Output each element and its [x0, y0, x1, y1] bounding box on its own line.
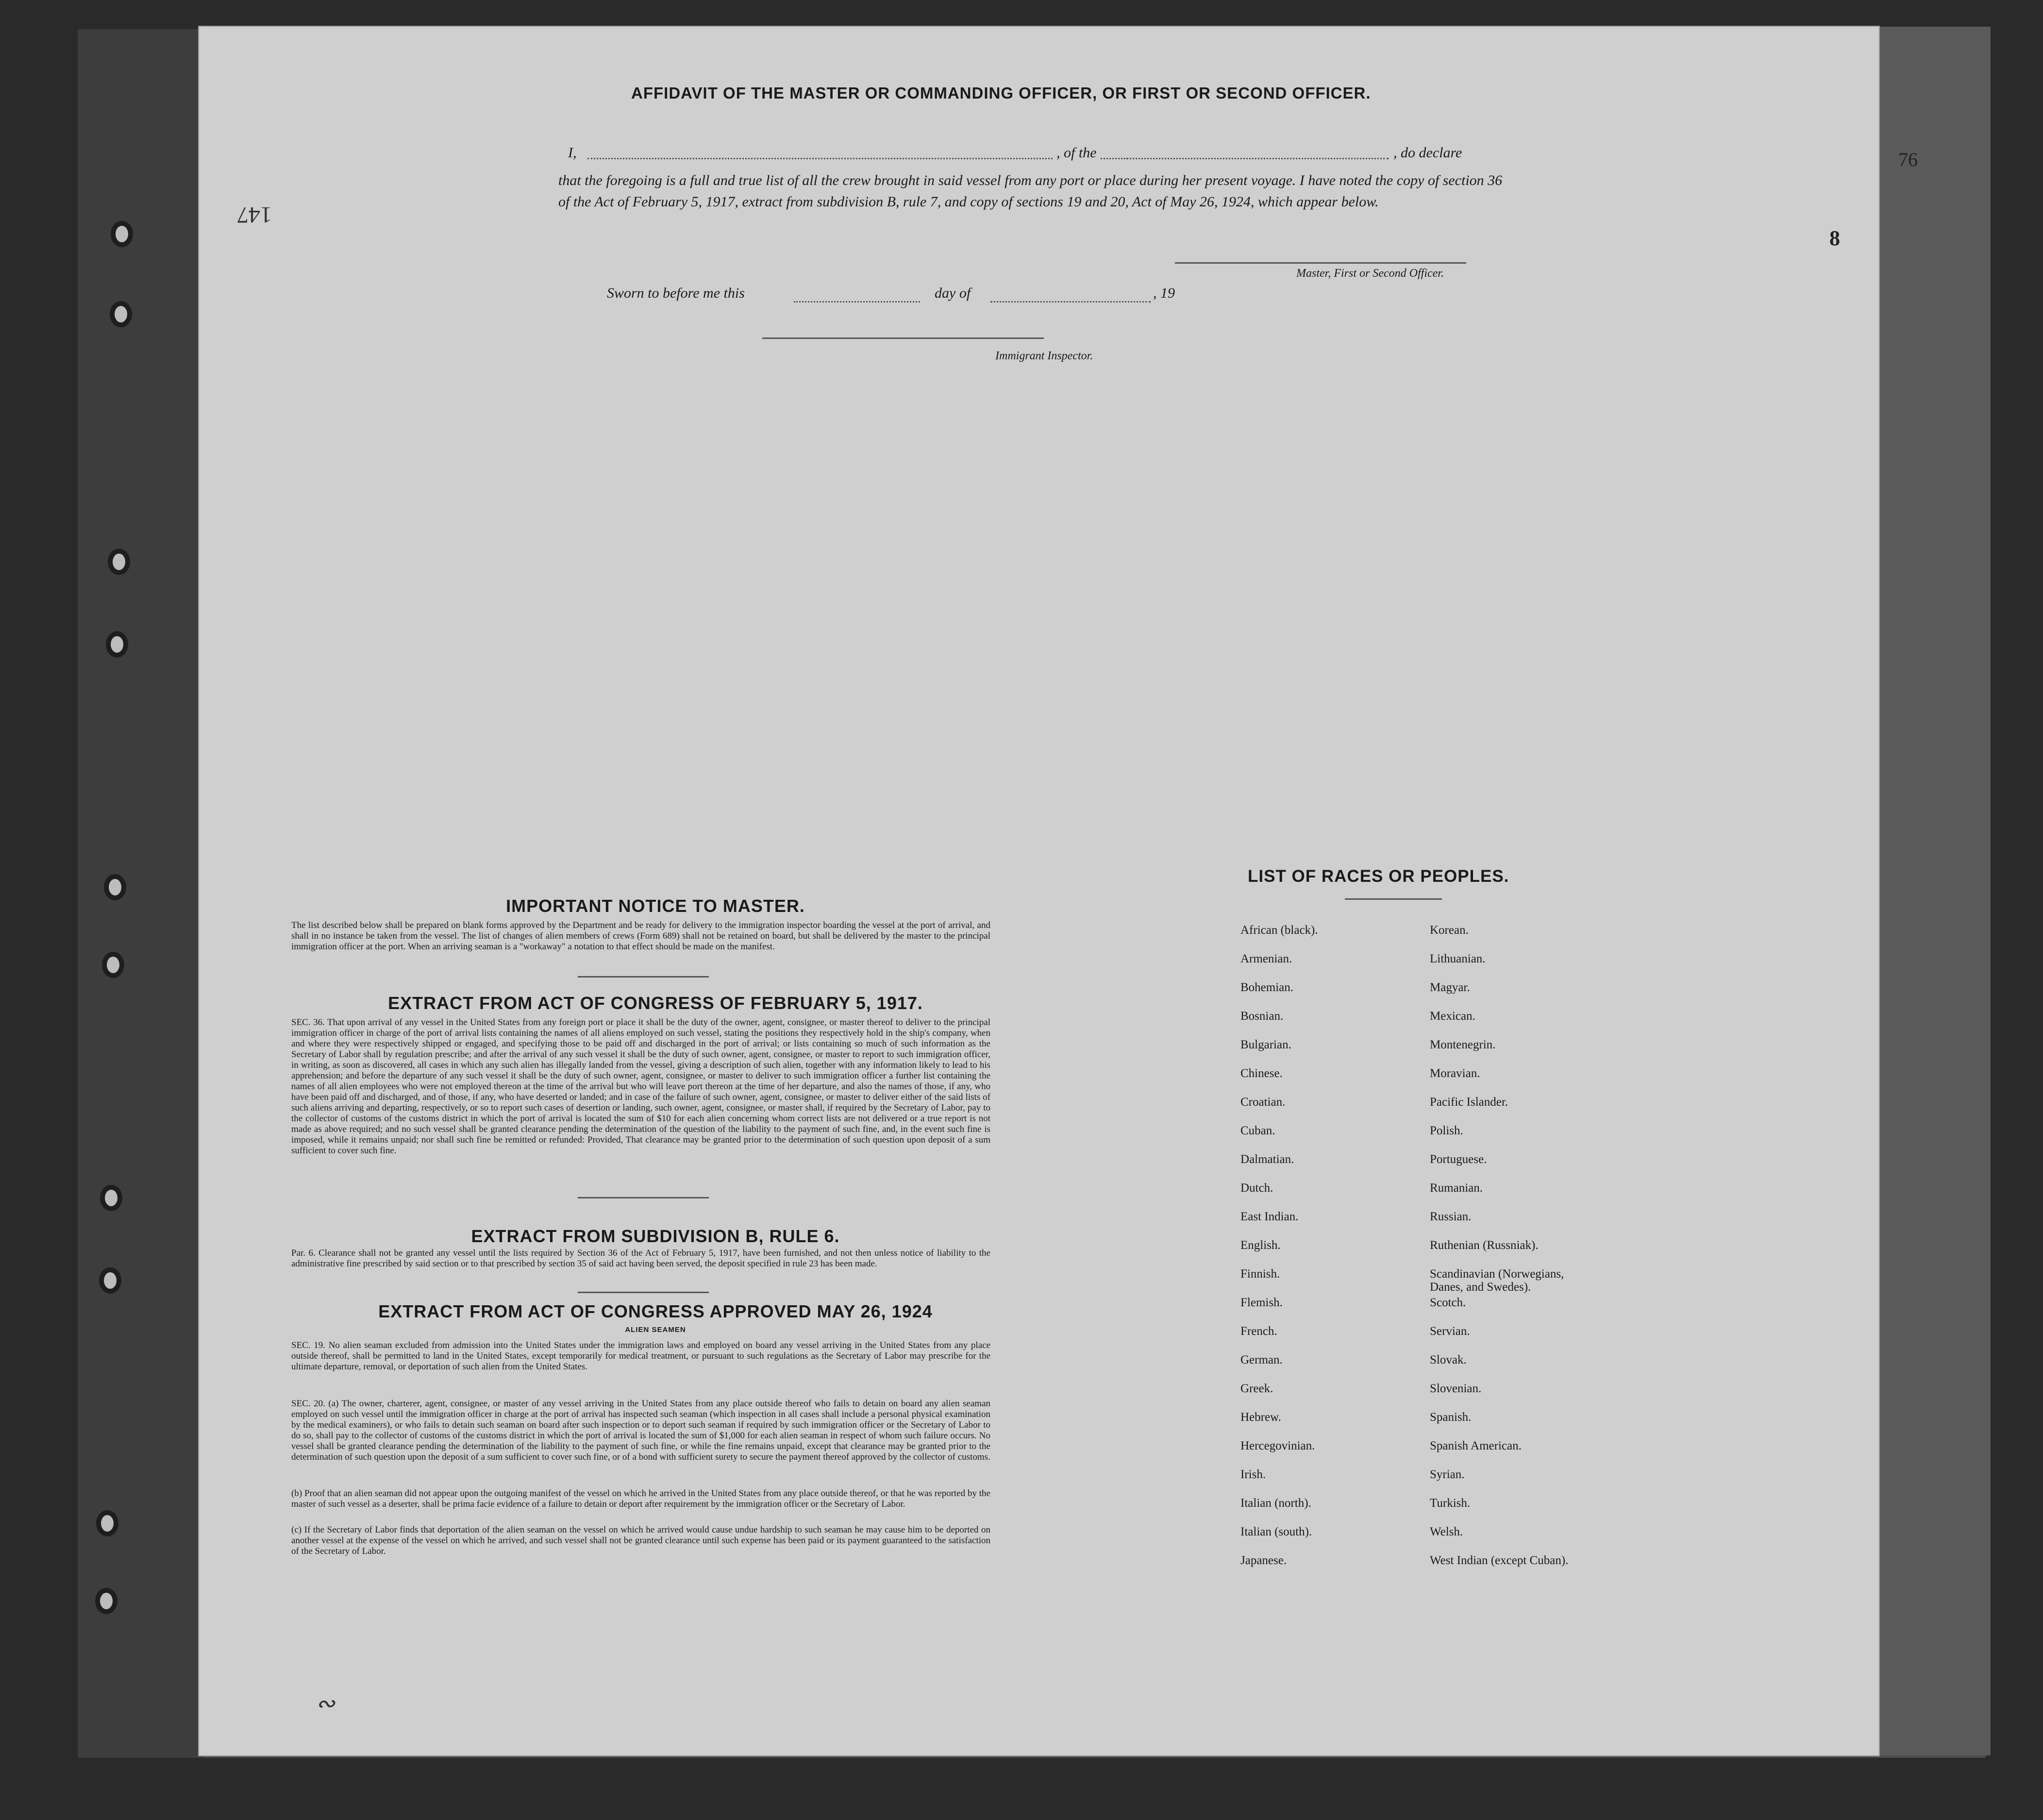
binder-hole	[100, 1185, 122, 1211]
vessel-name-field[interactable]	[1126, 158, 1389, 159]
race-item: Moravian.	[1430, 1067, 1480, 1080]
inspector-signature-line[interactable]	[762, 337, 1044, 339]
affidavit-title: AFFIDAVIT OF THE MASTER OR COMMANDING OFFICER, OR FIRST OR SECOND OFFICER.	[631, 84, 1371, 102]
race-item: Korean.	[1430, 924, 1469, 937]
race-item: Spanish American.	[1430, 1439, 1522, 1452]
right-margin-mark: 8	[1829, 226, 1840, 250]
race-item: Hebrew.	[1240, 1411, 1281, 1424]
race-item: East Indian.	[1240, 1210, 1299, 1223]
master-signature-label: Master, First or Second Officer.	[1296, 267, 1444, 280]
binder-hole	[96, 1510, 118, 1536]
extract-1917-title: EXTRACT FROM ACT OF CONGRESS OF FEBRUARY 5, 1917.	[388, 993, 923, 1013]
race-item: Welsh.	[1430, 1525, 1463, 1538]
affidavit-body: that the foregoing is a full and true list of all the crew brought in said vessel from any port or place during her present voyage. I have noted the copy of section 36 of the Act of February 5, 1917, extract from subdivision B, rule 7, and copy of sections 19 and 20, Act of May 26, 1924, which appear below.	[558, 172, 1503, 210]
binder-hole	[108, 549, 130, 575]
race-item: Japanese.	[1240, 1554, 1287, 1567]
race-item: Portuguese.	[1430, 1153, 1487, 1166]
inspector-signature-label: Immigrant Inspector.	[995, 350, 1093, 362]
left-margin-number: 147	[237, 202, 272, 228]
affidavit-of-the: , of the	[1054, 145, 1100, 161]
binder-hole	[106, 631, 128, 657]
sworn-month-field[interactable]	[990, 301, 1151, 303]
race-item: Bosnian.	[1240, 1010, 1284, 1023]
race-item: Hercegovinian.	[1240, 1439, 1315, 1452]
notice-title: IMPORTANT NOTICE TO MASTER.	[506, 896, 805, 916]
master-signature-line[interactable]	[1175, 262, 1466, 264]
divider	[578, 1197, 709, 1198]
affidavit-declare: , do declare	[1393, 145, 1462, 161]
handwritten-mark: ∾	[316, 1691, 335, 1717]
binder-hole	[104, 874, 126, 900]
day-of-text: day of	[935, 285, 971, 301]
divider	[578, 1292, 709, 1293]
manifest-page	[199, 27, 1918, 1755]
race-item: Bulgarian.	[1240, 1038, 1291, 1051]
race-item: Mexican.	[1430, 1010, 1475, 1023]
sworn-day-field[interactable]	[794, 301, 920, 303]
extract-1924-sec20c: (c) If the Secretary of Labor finds that deportation of the alien seaman on the vessel on which he arrived would cause undue hardship to such seaman he may cause him to be deported on another vessel at the expense of the vessel on which he arrived, and such vessel shall not be granted clearance until such expense has been paid or its payment guaranteed to the satisfaction of the Secretary of Labor.	[291, 1525, 990, 1556]
divider	[1345, 898, 1442, 900]
race-item: Armenian.	[1240, 952, 1292, 965]
race-item: Flemish.	[1240, 1296, 1283, 1309]
race-item: Rumanian.	[1430, 1181, 1483, 1195]
race-item: Polish.	[1430, 1124, 1463, 1137]
extract-1924-title: EXTRACT FROM ACT OF CONGRESS APPROVED MAY 26, 1924	[378, 1301, 933, 1321]
race-item: African (black).	[1240, 924, 1318, 937]
race-item: Finnish.	[1240, 1267, 1280, 1281]
race-item: German.	[1240, 1353, 1283, 1366]
race-item: Pacific Islander.	[1430, 1095, 1508, 1109]
races-title: LIST OF RACES OR PEOPLES.	[1248, 867, 1509, 886]
binder-strip	[78, 29, 204, 1758]
race-item: Dutch.	[1240, 1181, 1273, 1195]
notice-text: The list described below shall be prepared on blank forms approved by the Department and be ready for delivery to the immigration inspector boarding the vessel at the port of arrival, and shall in no instance be taken from the vessel. The list of changes of alien members of crews (Form 689) shall not be retained on board, but shall be delivered by the master to the principal immigration officer at the port. When an arriving seaman is a "workaway" a notation to that effect should be made on the manifest.	[291, 920, 990, 952]
race-item: Croatian.	[1240, 1095, 1286, 1109]
race-item: Greek.	[1240, 1382, 1273, 1395]
sworn-text: Sworn to before me this	[607, 285, 745, 301]
binder-hole	[110, 301, 132, 327]
race-item: Spanish.	[1430, 1411, 1472, 1424]
binder-hole	[111, 221, 133, 247]
race-item: Servian.	[1430, 1325, 1470, 1338]
affidavit-line-i: I,	[568, 145, 577, 161]
race-item: Bohemian.	[1240, 981, 1294, 994]
race-item: Slovenian.	[1430, 1382, 1482, 1395]
race-item: Montenegrin.	[1430, 1038, 1496, 1051]
rule6-title: EXTRACT FROM SUBDIVISION B, RULE 6.	[471, 1226, 840, 1246]
race-item: Italian (north).	[1240, 1497, 1311, 1510]
race-item: Slovak.	[1430, 1353, 1467, 1366]
extract-1924-sec19: SEC. 19. No alien seaman excluded from admission into the United States under the immigration laws and employed on board any vessel arriving in the United States from any place outside thereof, shall be permitted to land in the United States, except temporarily for medical treatment, or pursuant to such regulations as the Secretary of Labor may prescribe for the ultimate departure, removal, or deportation of such alien from the United States.	[291, 1340, 990, 1372]
race-item: Syrian.	[1430, 1468, 1465, 1481]
extract-1917-text: SEC. 36. That upon arrival of any vessel in the United States from any foreign port or place it shall be the duty of the owner, agent, consignee, or master thereof to deliver to the principal immigration officer in charge of the port of arrival lists containing the names of all aliens employed on such vessel, stating the positions they respectively hold in the ship's company, when and where they were respectively shipped or engaged, and specifying those to be paid off and discharged in the port of arrival; or lists containing so much of such information as the Secretary of Labor shall by regulation prescribe; and after the arrival of any such vessel it shall be the duty of such owner, agent, consignee, or master to report to such immigration officer, in writing, as soon as discovered, all cases in which any such alien has illegally landed from the vessel, giving a description of such alien, together with any information likely to lead to his apprehension; and before the departure of any such vessel it shall be the duty of such owner, agent, consignee, or master to deliver to such immigration officer a further list containing the names of all alien employees who were not employed thereon at the time of the arrival but who will leave port thereon at the time of her departure, and also the names of those, if any, who have been paid off and discharged, and of those, if any, who have deserted or landed; and in case of the failure of such owner, agent, consignee, or master to deliver either of the said lists of such aliens arriving and departing, respectively, or so to report such cases of desertion or landing, such owner, agent, consignee, or master shall, if required by the Secretary of Labor, pay to the collector of customs of the customs district in which the port of arrival is located the sum of $10 for each alien concerning whom correct lists are not delivered or a true report is not made as above required; and no such vessel shall be granted clearance pending the determination of the question of the liability to the payment of such fine, and, in the event such fine is imposed, while it remains unpaid; nor shall such fine be remitted or refunded: Provided, That clearance may be granted prior to the determination of such question upon deposit of a sum sufficient to cover such fine.	[291, 1017, 990, 1156]
race-item: Dalmatian.	[1240, 1153, 1294, 1166]
rule6-text: Par. 6. Clearance shall not be granted any vessel until the lists required by Section 36 of the Act of February 5, 1917, have been furnished, and not then unless notice of liability to the administrative fine prescribed by said section or to that prescribed by section 35 of said act having been served, the deposit specified in rule 23 has been made.	[291, 1248, 990, 1269]
year-text: , 19	[1153, 285, 1175, 301]
race-item: Magyar.	[1430, 981, 1470, 994]
binder-hole	[95, 1588, 117, 1614]
race-item: Italian (south).	[1240, 1525, 1312, 1538]
page-stack-edge	[1879, 27, 1991, 1755]
race-item: English.	[1240, 1239, 1281, 1252]
race-item: Ruthenian (Russniak).	[1430, 1239, 1539, 1252]
extract-1924-subtitle: ALIEN SEAMEN	[625, 1326, 686, 1334]
divider	[578, 976, 709, 977]
race-item: Cuban.	[1240, 1124, 1275, 1137]
race-item: Russian.	[1430, 1210, 1472, 1223]
extract-1924-sec20a: SEC. 20. (a) The owner, charterer, agent, consignee, or master of any vessel arriving in the United States from any place outside thereof who fails to detain on board any alien seaman employed on such vessel until the immigration officer in charge at the port of arrival has inspected such seaman (which inspection in all cases shall include a personal physical examination by the medical examiners), or who fails to detain such seaman on board after such inspection or to deport such seaman if required by such immigration officer or the Secretary of Labor to do so, shall pay to the collector of customs of the customs district in which the port of arrival is located the sum of $1,000 for each alien seaman in respect of whom such failure occurs. No vessel shall be granted clearance pending the determination of the liability to the payment of such fine, or while the fine remains unpaid, except that clearance may be granted prior to the determination of such question upon the deposit of a sum sufficient to cover such fine, or of a bond with sufficient surety to secure the payment thereof approved by the collector of customs.	[291, 1399, 990, 1462]
race-item: Scotch.	[1430, 1296, 1466, 1309]
binder-hole	[102, 952, 124, 978]
race-item: Chinese.	[1240, 1067, 1283, 1080]
binder-hole	[99, 1267, 121, 1294]
race-item: French.	[1240, 1325, 1277, 1338]
extract-1924-sec20b: (b) Proof that an alien seaman did not appear upon the outgoing manifest of the vessel on which he arrived in the United States from any place outside thereof, or that he was reported by the master of such vessel as a deserter, shall be prima facie evidence of a failure to detain or deport after requirement by the immigration officer or the Secretary of Labor.	[291, 1488, 990, 1509]
race-item: Scandinavian (Norwegians, Danes, and Swedes).	[1430, 1267, 1564, 1294]
race-item: West Indian (except Cuban).	[1430, 1554, 1569, 1567]
race-item: Irish.	[1240, 1468, 1266, 1481]
race-item: Turkish.	[1430, 1497, 1471, 1510]
race-item: Lithuanian.	[1430, 952, 1486, 965]
right-margin-number: 76	[1898, 149, 1918, 170]
